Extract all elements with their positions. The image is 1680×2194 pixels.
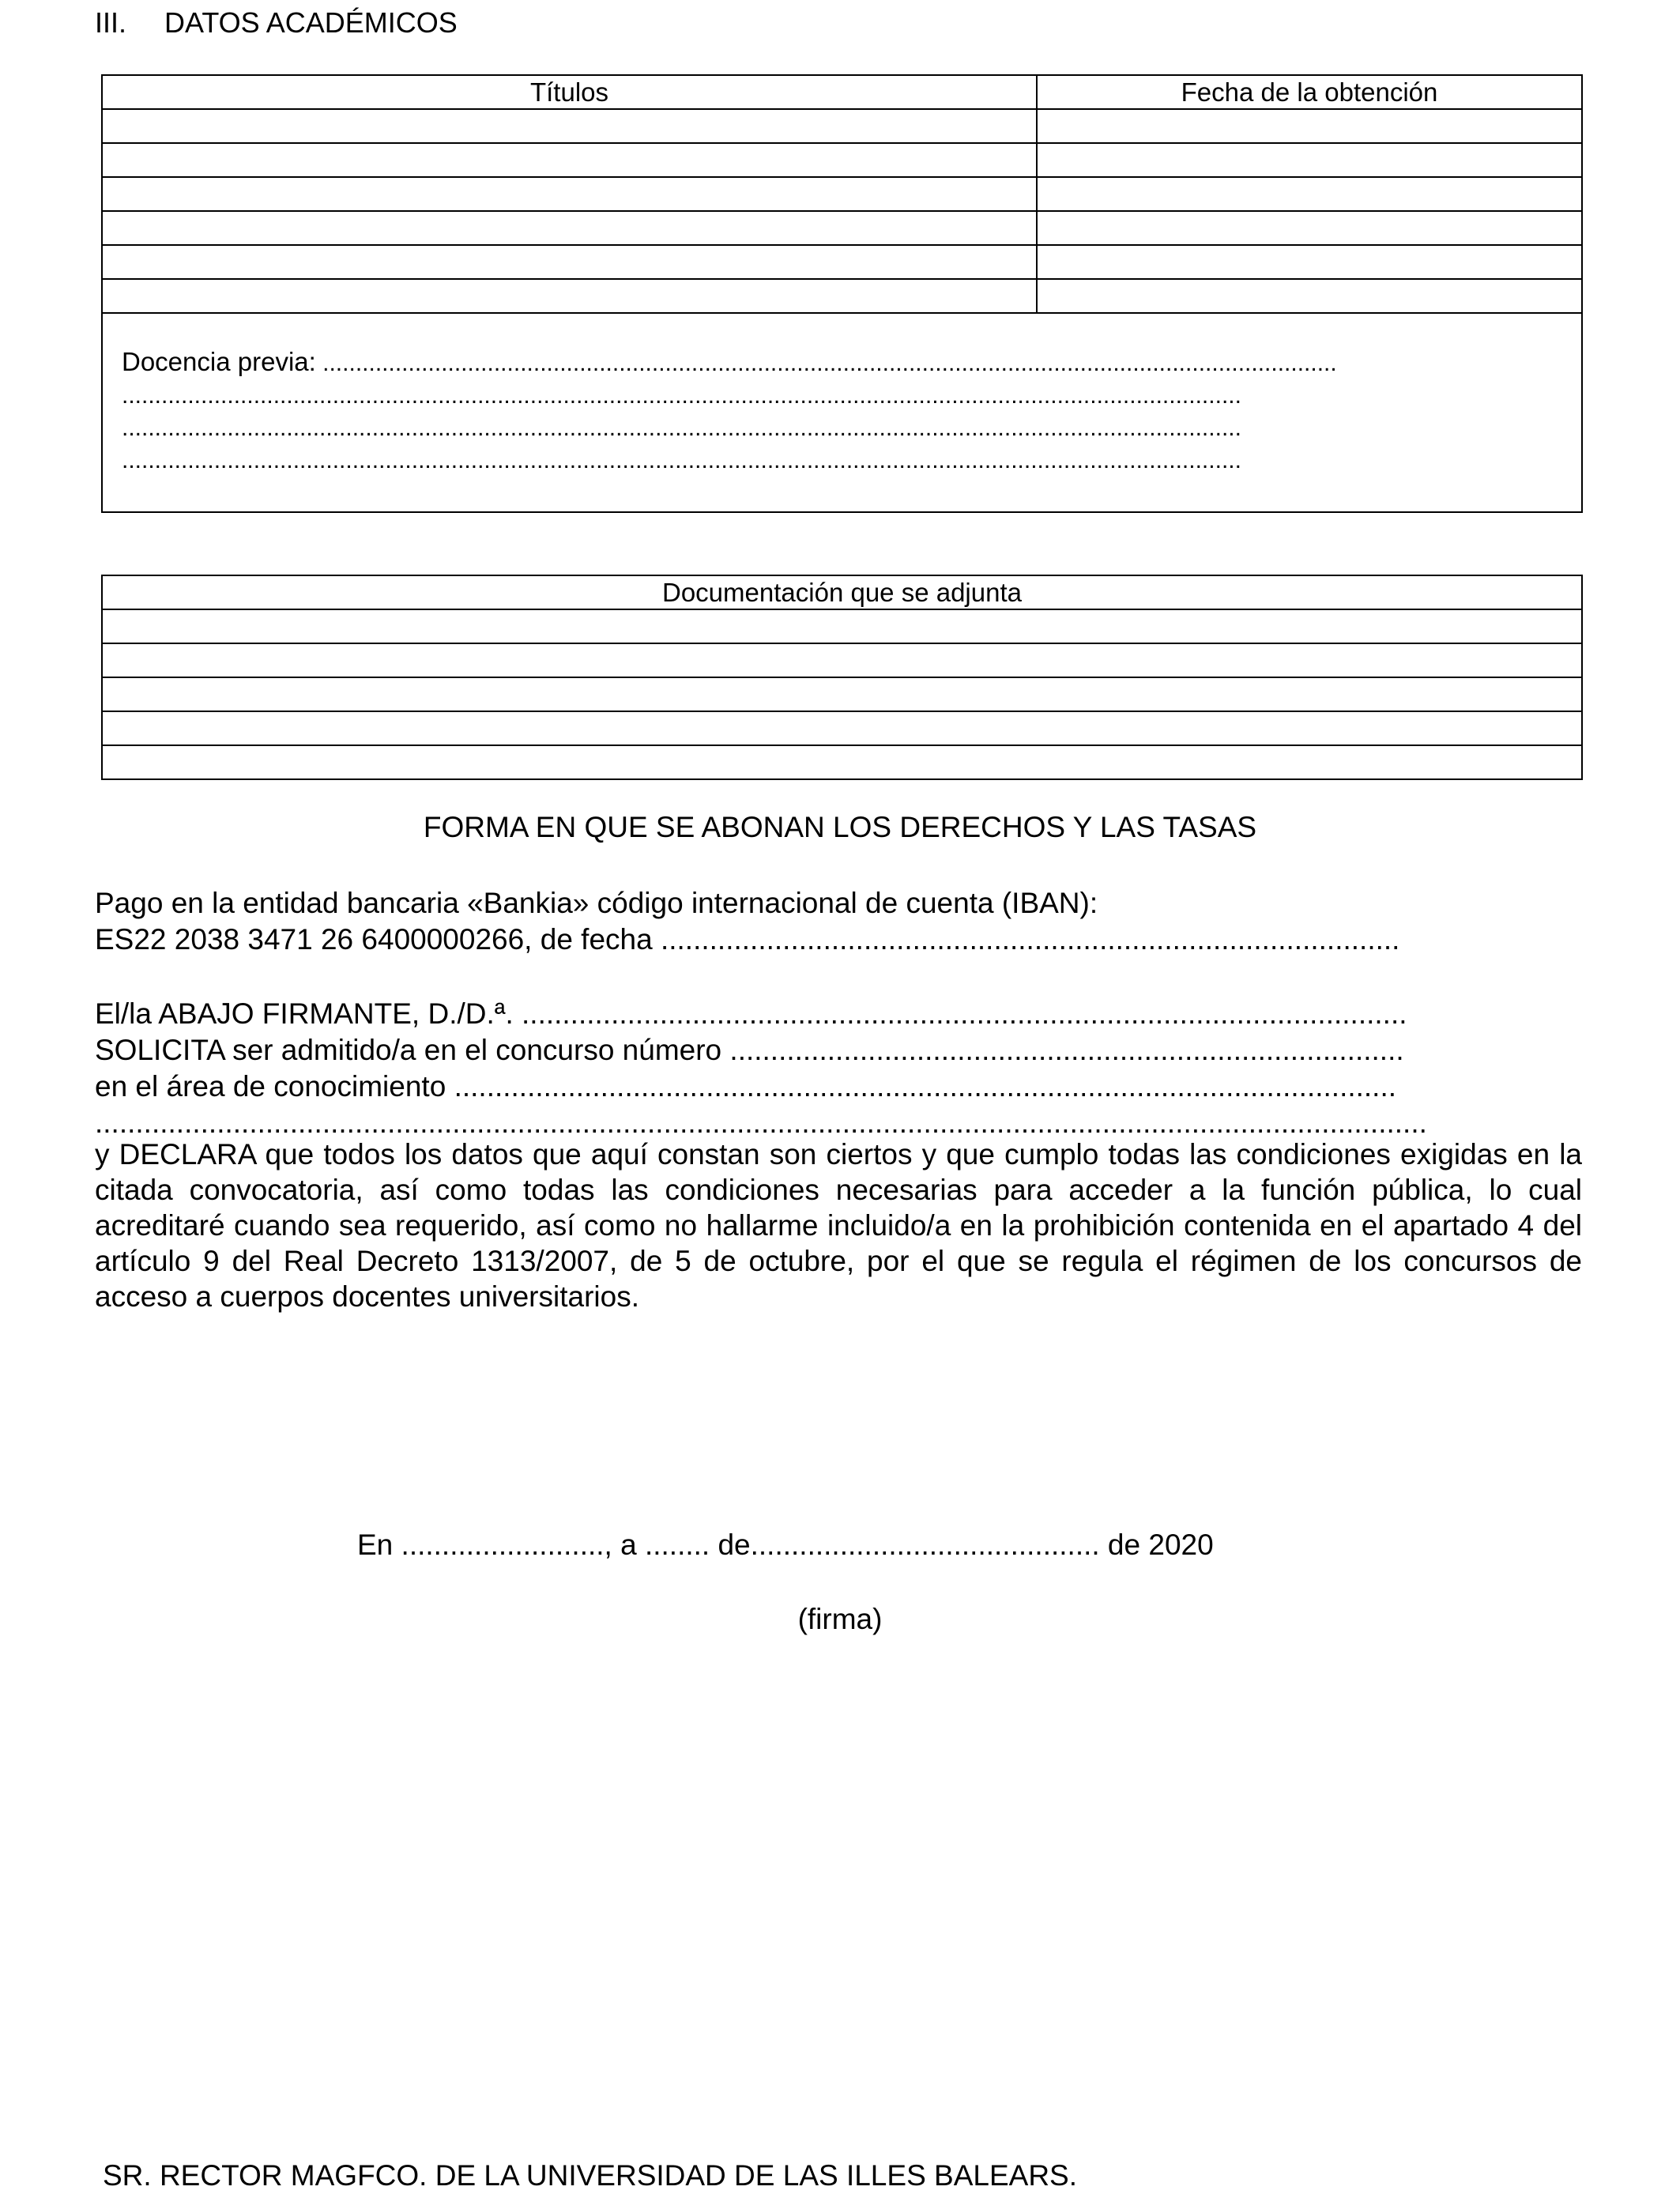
firma-label: (firma)	[797, 1603, 883, 1635]
docencia-row	[102, 313, 1582, 512]
section-heading	[95, 6, 458, 40]
header-documentacion: Documentación que se adjunta	[102, 575, 1582, 609]
documento-cell[interactable]	[102, 677, 1582, 711]
titulo-cell[interactable]	[102, 211, 1037, 245]
docencia-line: ..........................................................................................................................................................................	[122, 415, 1241, 441]
section-number: III.	[95, 6, 127, 39]
documentacion-table	[101, 575, 1583, 780]
table-row	[102, 711, 1582, 745]
titulo-cell[interactable]	[102, 279, 1037, 313]
titulo-cell[interactable]	[102, 177, 1037, 211]
header-titulos: Títulos	[102, 75, 1037, 109]
titulo-cell[interactable]	[102, 245, 1037, 279]
abajo-firmante-line[interactable]: El/la ABAJO FIRMANTE, D./D.ª. .............................................................................................................	[95, 997, 1407, 1030]
fecha-cell[interactable]	[1037, 245, 1582, 279]
documento-cell[interactable]	[102, 609, 1582, 643]
fecha-cell[interactable]	[1037, 109, 1582, 143]
documento-cell[interactable]	[102, 745, 1582, 779]
date-place-line[interactable]: En ........................., a ........ de........................................... de 2020	[357, 1529, 1214, 1561]
titulo-cell[interactable]	[102, 109, 1037, 143]
docencia-label: Docencia previa:	[122, 347, 316, 376]
pago-title: FORMA EN QUE SE ABONAN LOS DERECHOS Y LAS TASAS	[423, 811, 1257, 843]
table-row	[102, 609, 1582, 643]
section-title: DATOS ACADÉMICOS	[164, 6, 458, 39]
table-row	[102, 279, 1582, 313]
table-row	[102, 109, 1582, 143]
solicitante-block	[95, 996, 1427, 1141]
docencia-dots: ..........................................................................................................................................................	[322, 350, 1337, 376]
documento-cell[interactable]	[102, 643, 1582, 677]
titulos-table	[101, 74, 1583, 513]
solicita-concurso-line[interactable]: SOLICITA ser admitido/a en el concurso número ...................................................................................	[95, 1034, 1404, 1066]
fecha-cell[interactable]	[1037, 177, 1582, 211]
docencia-line	[122, 345, 1562, 379]
documento-cell[interactable]	[102, 711, 1582, 745]
table-row	[102, 143, 1582, 177]
pago-line-fecha[interactable]: ES22 2038 3471 26 6400000266, de fecha ...........................................................................................	[95, 923, 1400, 956]
pago-line-iban: Pago en la entidad bancaria «Bankia» código internacional de cuenta (IBAN):	[95, 887, 1098, 919]
table-row	[102, 745, 1582, 779]
declaracion-paragraph: y DECLARA que todos los datos que aquí constan son ciertos y que cumplo todas las condiciones exigidas en la citada convocatoria, así como todas las condiciones necesarias para acceder a la función pública, lo cual acreditaré cuando sea requerido, así como no hallarme incluido/a en la prohibición contenida en el apartado 4 del artículo 9 del Real Decreto 1313/2007, de 5 de octubre, por el que se regula el régimen de los concursos de acceso a cuerpos docentes universitarios.	[95, 1138, 1582, 1313]
header-fecha-obtencion: Fecha de la obtención	[1037, 75, 1582, 109]
docencia-previa-field[interactable]	[102, 313, 1582, 512]
table-row	[102, 211, 1582, 245]
area-conocimiento-continuation-line[interactable]: ....................................................................................................................................................................	[95, 1106, 1427, 1139]
docencia-line: ..........................................................................................................................................................................	[122, 447, 1241, 473]
table-row	[102, 677, 1582, 711]
table-header-row	[102, 75, 1582, 109]
table-row	[102, 245, 1582, 279]
fecha-cell[interactable]	[1037, 211, 1582, 245]
fecha-cell[interactable]	[1037, 279, 1582, 313]
table-row	[102, 177, 1582, 211]
fecha-cell[interactable]	[1037, 143, 1582, 177]
pago-block	[95, 885, 1399, 958]
table-header-row	[102, 575, 1582, 609]
addressee-line: SR. RECTOR MAGFCO. DE LA UNIVERSIDAD DE LAS ILLES BALEARS.	[103, 2159, 1077, 2192]
titulo-cell[interactable]	[102, 143, 1037, 177]
docencia-line: ..........................................................................................................................................................................	[122, 383, 1241, 409]
area-conocimiento-line[interactable]: en el área de conocimiento ....................................................................................................................	[95, 1070, 1397, 1103]
table-row	[102, 643, 1582, 677]
